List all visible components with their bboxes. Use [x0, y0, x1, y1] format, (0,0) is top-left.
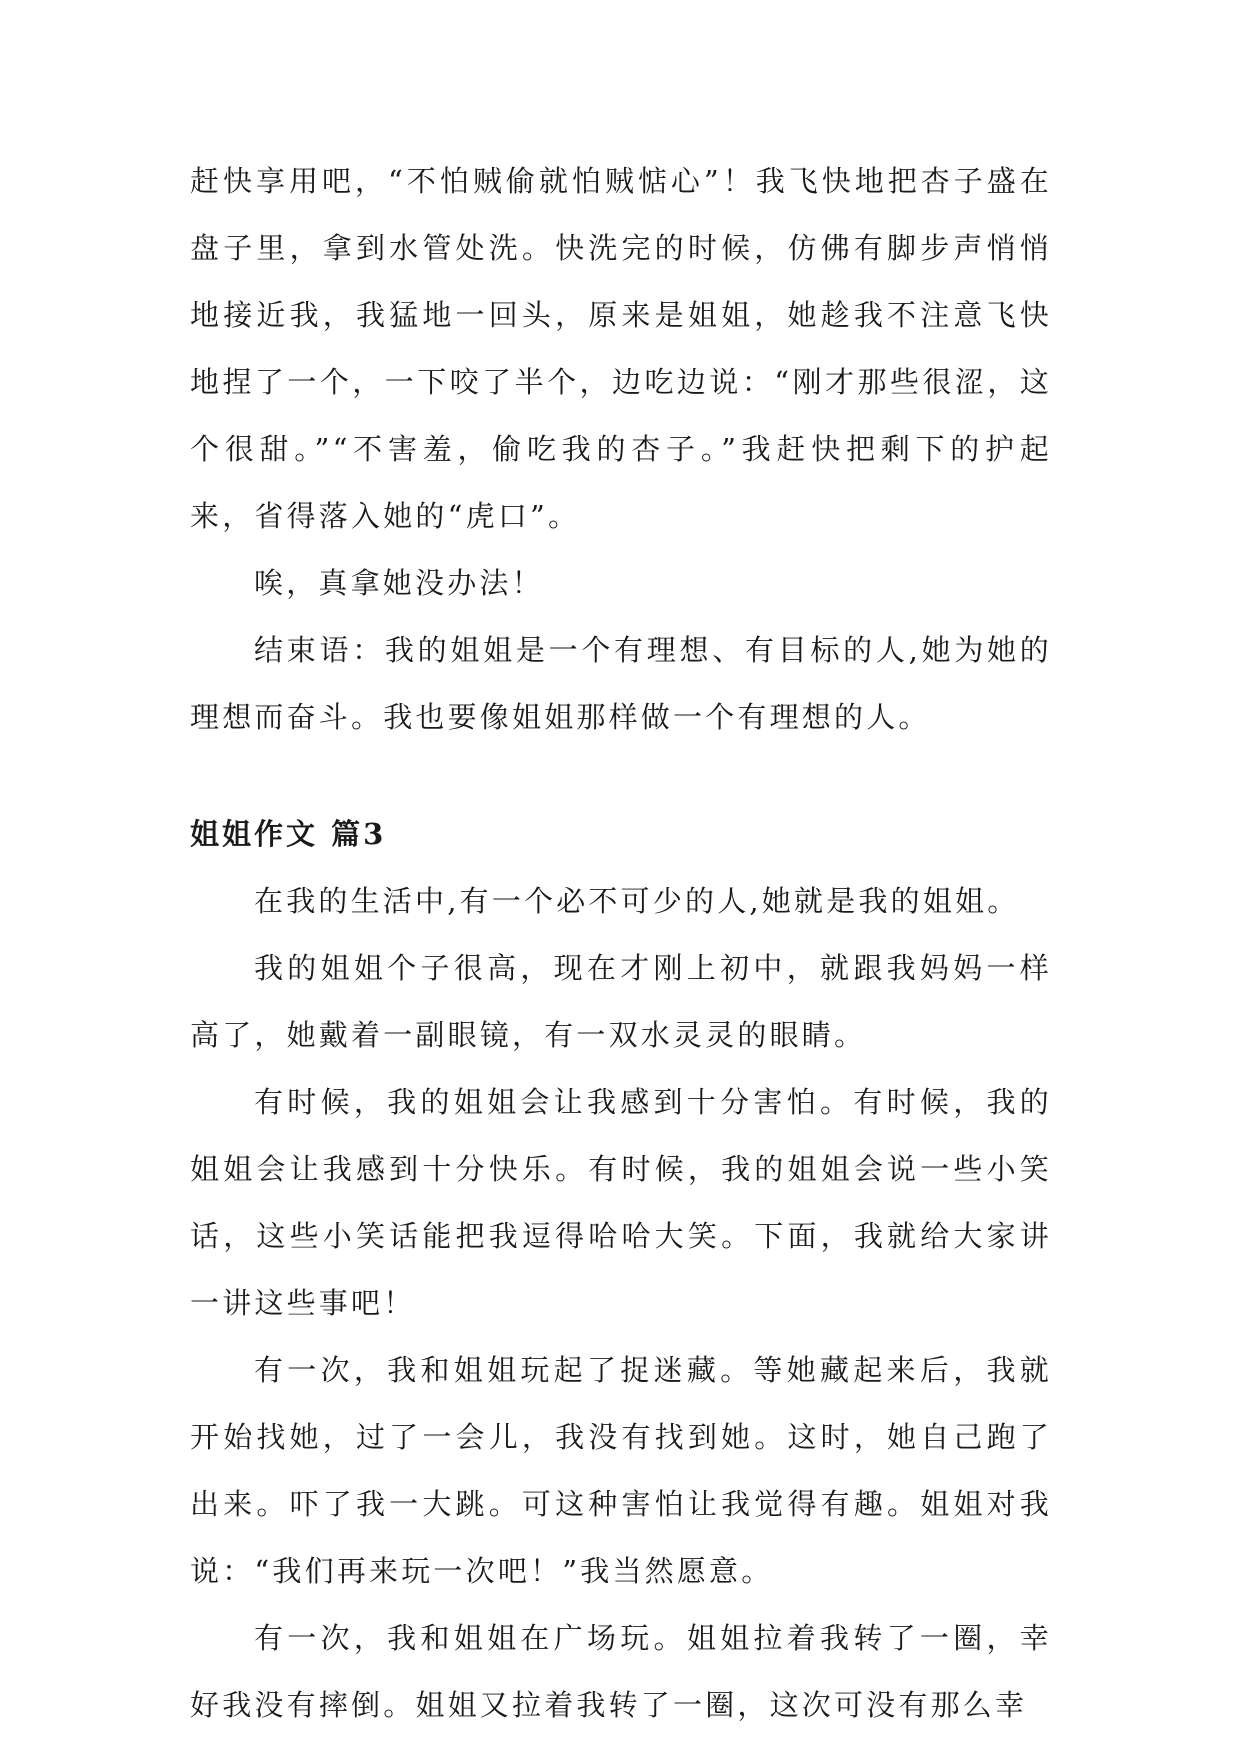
paragraph: 我的姐姐个子很高，现在才刚上初中，就跟我妈妈一样高了，她戴着一副眼镜，有一双水灵灵的眼睛。 — [190, 951, 1052, 1052]
paragraph: 有时候，我的姐姐会让我感到十分害怕。有时候，我的姐姐会让我感到十分快乐。有时候，我的姐姐会说一些小笑话，这些小笑话能把我逗得哈哈大笑。下面，我就给大家讲一讲这些事吧！ — [190, 1085, 1052, 1320]
section-title: 姐姐作文 篇3 — [190, 817, 387, 851]
paragraph-conclusion: 结束语：我的姐姐是一个有理想、有目标的人,她为她的理想而奋斗。我也要像姐姐那样做一个有理想的人。 — [190, 633, 1052, 734]
paragraph: 在我的生活中,有一个必不可少的人,她就是我的姐姐。 — [254, 884, 1020, 918]
paragraph-continued: 赶快享用吧，“不怕贼偷就怕贼惦心”！我飞快地把杏子盛在盘子里，拿到水管处洗。快洗完的时候，仿佛有脚步声悄悄地接近我，我猛地一回头，原来是姐姐，她趁我不注意飞快地捏了一个，一下咬了半个，边吃边说：“刚才那些很涩，这个很甜。”“不害羞，偷吃我的杏子。”我赶快把剩下的护起来，省得落入她的“虎口”。 — [190, 164, 1052, 533]
document-page — [190, 148, 1052, 1739]
paragraph: 有一次，我和姐姐玩起了捉迷藏。等她藏起来后，我就开始找她，过了一会儿，我没有找到她。这时，她自己跑了出来。吓了我一大跳。可这种害怕让我觉得有趣。姐姐对我说：“我们再来玩一次吧！”我当然愿意。 — [190, 1353, 1052, 1588]
paragraph: 有一次，我和姐姐在广场玩。姐姐拉着我转了一圈，幸好我没有摔倒。姐姐又拉着我转了一圈，这次可没有那么幸 — [190, 1621, 1052, 1722]
paragraph-sigh: 唉，真拿她没办法！ — [254, 566, 544, 600]
